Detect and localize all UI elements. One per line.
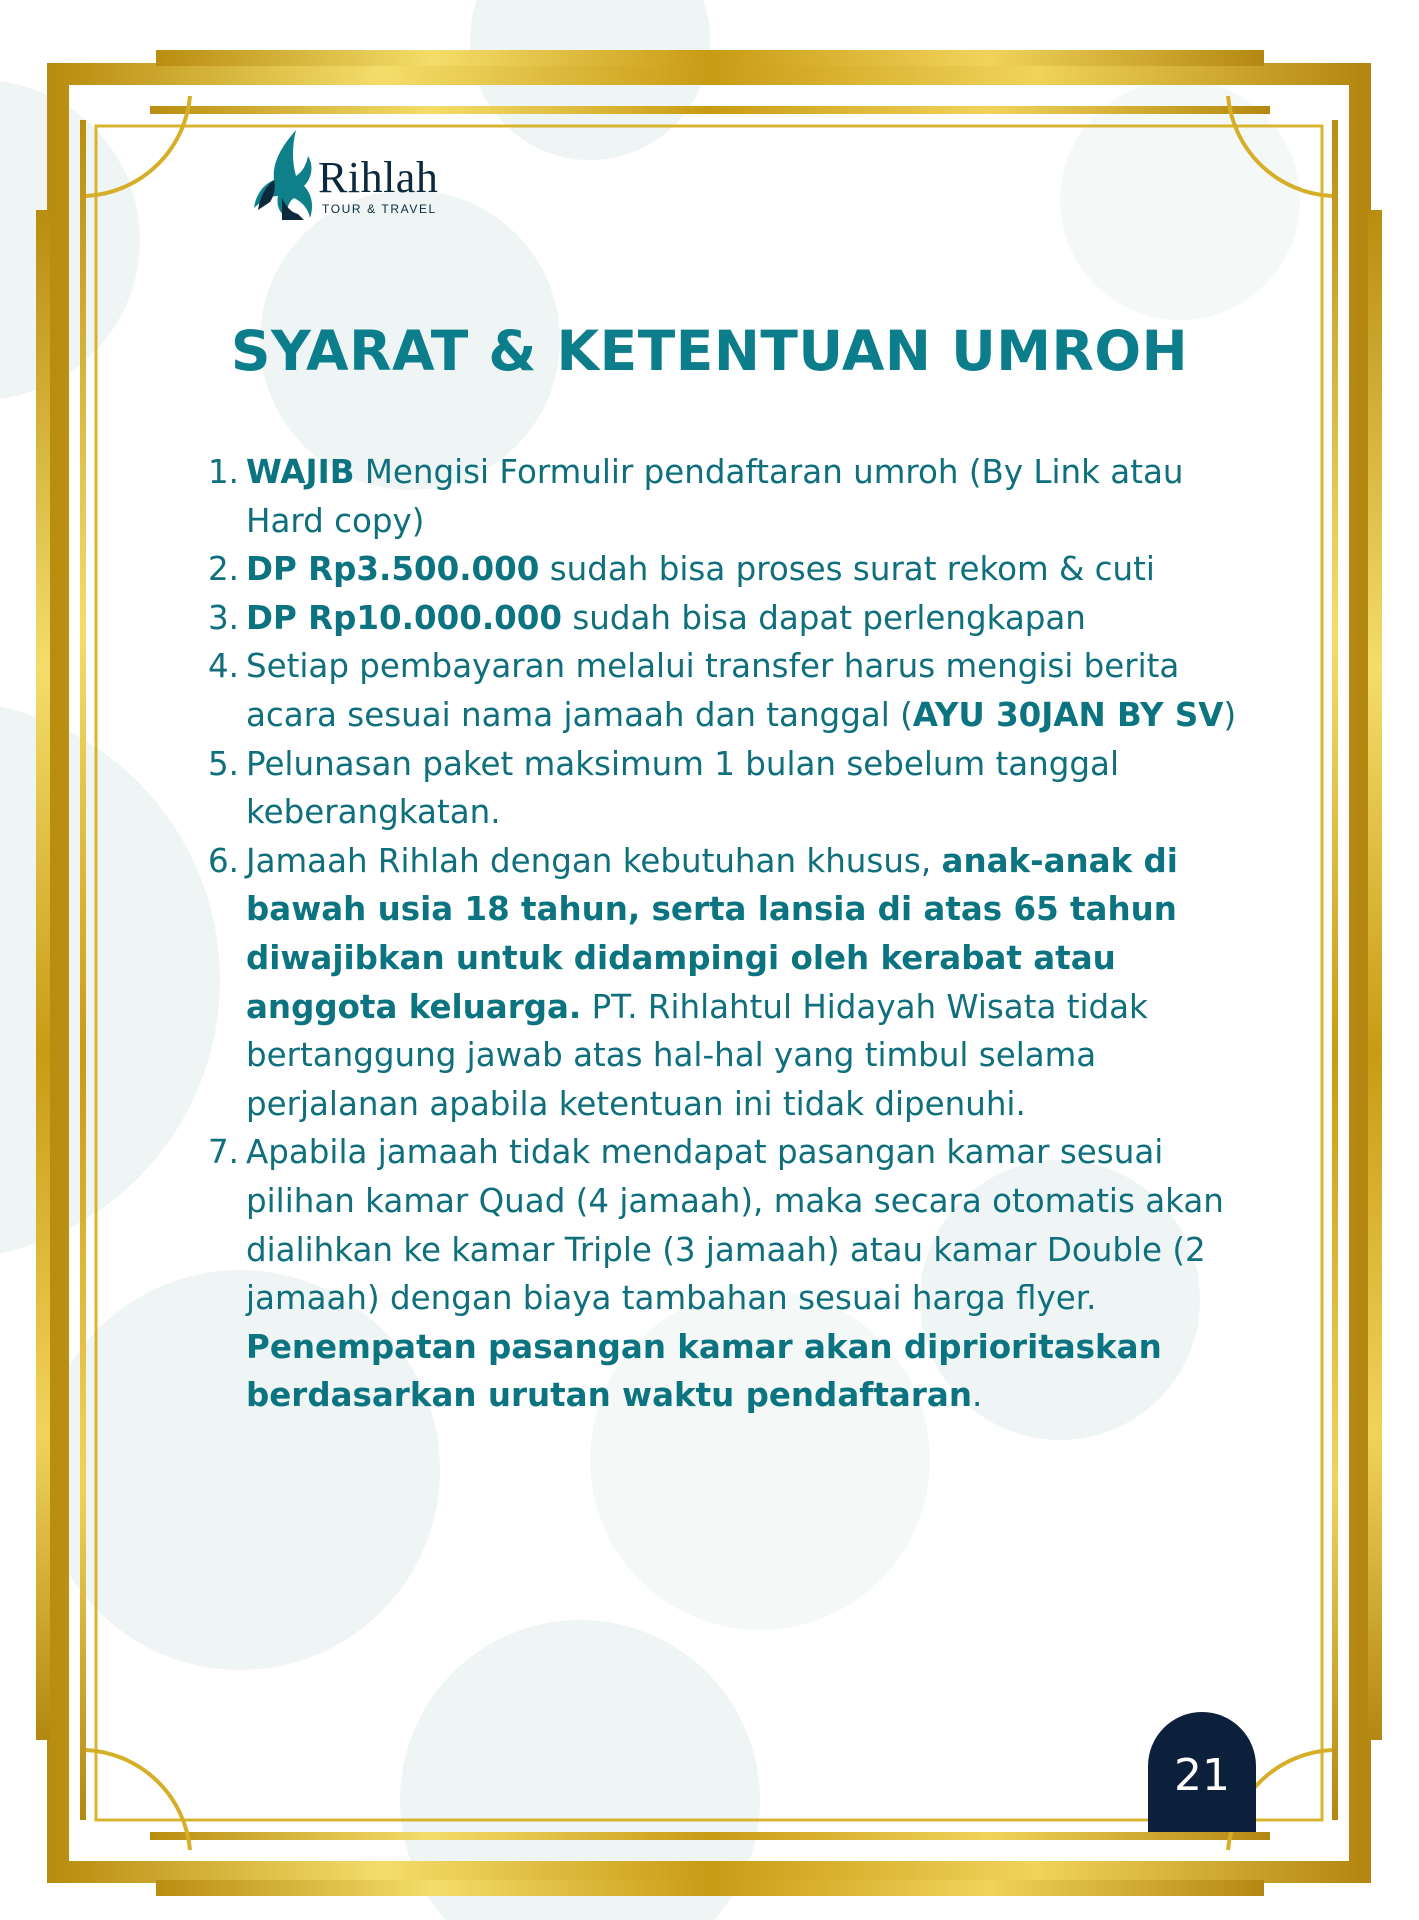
term-text <box>246 842 1178 1123</box>
page-title: SYARAT & KETENTUAN UMROH <box>230 319 1189 383</box>
term-number: 5. <box>208 744 240 783</box>
teal-flame-rider-logo-icon <box>252 128 322 224</box>
term-item <box>208 642 1238 739</box>
term-segment: sudah bisa proses surat rekom & cuti <box>539 550 1155 589</box>
term-segment: ) <box>1223 695 1237 734</box>
brand-tagline: TOUR & TRAVEL <box>322 202 437 216</box>
term-segment: Setiap pembayaran melalui transfer harus mengisi berita acara sesuai nama jamaah dan tanggal ( <box>246 647 1180 734</box>
term-item <box>208 448 1238 545</box>
term-number: 2. <box>208 550 240 589</box>
term-text <box>246 550 1155 588</box>
term-number: 7. <box>208 1133 240 1172</box>
term-text <box>246 1133 1224 1414</box>
terms-list <box>208 448 1238 1420</box>
term-number: 4. <box>208 647 240 686</box>
term-item <box>208 594 1238 643</box>
term-segment: sudah bisa dapat perlengkapan <box>562 598 1086 637</box>
term-segment: Mengisi Formulir pendaftaran umroh (By Link atau Hard copy) <box>246 453 1184 540</box>
term-text <box>246 647 1236 734</box>
term-emphasis: anak-anak di bawah usia 18 tahun, serta lansia di atas 65 tahun diwajibkan untuk didampingi oleh kerabat atau anggota keluarga. <box>246 841 1178 1026</box>
term-emphasis: DP Rp3.500.000 <box>246 550 540 589</box>
term-segment: . <box>971 1376 983 1415</box>
term-text <box>246 453 1183 540</box>
term-item <box>208 545 1238 594</box>
term-segment: Apabila jamaah tidak mendapat pasangan kamar sesuai pilihan kamar Quad (4 jamaah), maka secara otomatis akan dialihkan ke kamar Triple (3 jamaah) atau kamar Double (2 jamaah) dengan biaya tambahan sesuai harga flyer. <box>246 1133 1224 1318</box>
term-emphasis: WAJIB <box>246 453 355 491</box>
term-segment: Jamaah Rihlah dengan kebutuhan khusus, <box>246 841 942 880</box>
page-number: 21 <box>1174 1750 1230 1801</box>
term-number: 1. <box>208 453 240 491</box>
brand-logo <box>252 128 452 224</box>
term-item <box>208 1128 1238 1420</box>
term-number: 3. <box>208 598 240 637</box>
term-number: 6. <box>208 841 240 880</box>
term-segment: Pelunasan paket maksimum 1 bulan sebelum tanggal keberangkatan. <box>246 744 1119 832</box>
term-item <box>208 837 1238 1129</box>
term-text <box>246 745 1119 832</box>
brand-name: Rihlah <box>318 153 439 202</box>
term-segment: PT. Rihlahtul Hidayah Wisata tidak bertanggung jawab atas hal-hal yang timbul selama perjalanan apabila ketentuan ini tidak dipenuhi. <box>246 987 1148 1123</box>
term-text <box>246 599 1086 637</box>
term-item <box>208 740 1238 837</box>
term-emphasis: AYU 30JAN BY SV <box>912 695 1224 734</box>
term-emphasis: DP Rp10.000.000 <box>246 598 563 637</box>
page-number-badge <box>1148 1712 1256 1832</box>
term-emphasis: Penempatan pasangan kamar akan diprioritaskan berdasarkan urutan waktu pendaftaran <box>246 1327 1162 1415</box>
